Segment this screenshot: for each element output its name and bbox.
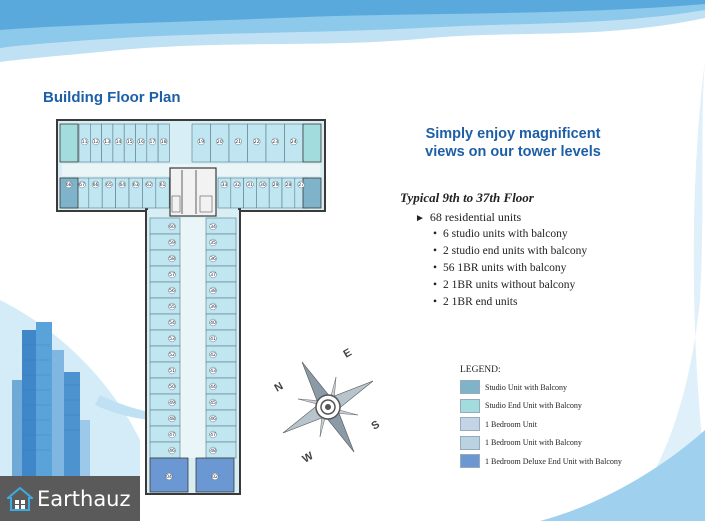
unit-number: 32 (234, 183, 241, 188)
headline-line-2: views on our tower levels (425, 144, 601, 160)
unit-number: 48 (169, 417, 175, 422)
unit-number: 56 (169, 289, 175, 294)
legend-swatch (460, 399, 480, 413)
unit-number: 58 (169, 257, 175, 262)
unit-number: 20 (216, 140, 223, 145)
legend-title: LEGEND: (460, 365, 501, 375)
compass-n: N (272, 380, 286, 395)
unit-number: 33 (221, 183, 228, 188)
triangle-bullet-icon: ► (415, 213, 425, 224)
unit-number: 11 (81, 140, 88, 145)
unit-number: 57 (169, 273, 175, 278)
legend-swatch (460, 380, 480, 394)
unit-number: 68 (65, 183, 72, 188)
unit-number: 38 (210, 289, 216, 294)
legend-label: Studio End Unit with Balcony (485, 401, 582, 411)
unit-number: 12 (92, 140, 99, 145)
unit-number: 34 (210, 225, 216, 230)
legend-item (460, 452, 622, 471)
spec-main-label: 68 residential units (429, 210, 522, 224)
unit-number: 46 (210, 417, 216, 422)
legend-swatch (460, 454, 480, 468)
legend (460, 365, 622, 471)
spec-item: • 6 studio units with balcony (433, 226, 587, 243)
earthauz-logo (0, 476, 140, 521)
legend-item (460, 378, 622, 397)
unit-number: 02 (212, 475, 218, 480)
unit-number: 42 (210, 353, 216, 358)
unit-number: 24 (290, 140, 297, 145)
unit-number: 37 (210, 273, 216, 278)
unit-number: 31 (247, 183, 253, 188)
legend-swatch (460, 417, 480, 431)
unit-number: 47 (169, 433, 175, 438)
unit-number: 29 (272, 183, 279, 188)
unit-number: 39 (210, 305, 216, 310)
spec-item: • 2 studio end units with balcony (433, 243, 587, 260)
house-logo-icon (7, 487, 33, 511)
legend-label: 1 Bedroom Deluxe End Unit with Balcony (485, 456, 622, 466)
compass-e: E (341, 346, 354, 361)
legend-item (460, 415, 622, 434)
page-title: Building Floor Plan (43, 89, 181, 106)
unit-number: 17 (149, 140, 156, 145)
spec-item: • 56 1BR units with balcony (433, 260, 587, 277)
unit-number: 46 (169, 449, 175, 454)
unit-number: 65 (105, 183, 112, 188)
legend-label: Studio Unit with Balcony (485, 382, 567, 392)
unit-number: 28 (285, 183, 292, 188)
legend-label: 1 Bedroom Unit with Balcony (485, 438, 582, 448)
unit-number: 18 (160, 140, 167, 145)
unit-number: 55 (169, 305, 175, 310)
legend-item (460, 397, 622, 416)
unit-number: 04 (166, 475, 172, 480)
spec-item: • 2 1BR end units (433, 294, 587, 311)
unit-number: 41 (210, 337, 216, 342)
unit-number: 21 (235, 140, 242, 145)
legend-item (460, 434, 622, 453)
compass-w: W (300, 450, 316, 466)
unit-number: 49 (169, 401, 175, 406)
unit-number: 27 (298, 183, 305, 188)
unit-number: 22 (253, 140, 260, 145)
unit-number: 23 (272, 140, 279, 145)
legend-label: 1 Bedroom Unit (485, 419, 537, 429)
unit-number: 50 (169, 385, 175, 390)
unit-number: 54 (169, 321, 175, 326)
unit-number: 48 (210, 449, 216, 454)
unit-number: 47 (210, 433, 216, 438)
unit-number: 30 (259, 183, 266, 188)
unit-number: 61 (159, 183, 166, 188)
unit-number: 15 (126, 140, 133, 145)
unit-number: 16 (138, 140, 145, 145)
unit-number: 63 (132, 183, 139, 188)
unit-number: 44 (210, 385, 216, 390)
unit-number: 66 (92, 183, 99, 188)
brand-name: Earthauz (37, 486, 131, 511)
spec-item: • 2 1BR units without balcony (433, 277, 587, 294)
legend-swatch (460, 436, 480, 450)
unit-number: 59 (169, 241, 175, 246)
unit-number: 64 (119, 183, 126, 188)
spec-heading: Typical 9th to 37th Floor (400, 190, 534, 205)
unit-number: 43 (210, 369, 216, 374)
unit-number: 14 (115, 140, 122, 145)
unit-number: 35 (210, 241, 216, 246)
unit-number: 19 (198, 140, 205, 145)
headline-line-1: Simply enjoy magnificent (425, 126, 601, 142)
unit-number: 45 (210, 401, 216, 406)
unit-number: 62 (146, 183, 153, 188)
unit-number: 13 (104, 140, 111, 145)
unit-number: 52 (169, 353, 175, 358)
unit-number: 40 (210, 321, 216, 326)
unit-number: 60 (169, 225, 175, 230)
compass-s: S (369, 418, 382, 433)
unit-number: 51 (169, 369, 175, 374)
unit-number: 36 (210, 257, 216, 262)
unit-number: 67 (79, 183, 86, 188)
unit-number: 53 (169, 337, 175, 342)
